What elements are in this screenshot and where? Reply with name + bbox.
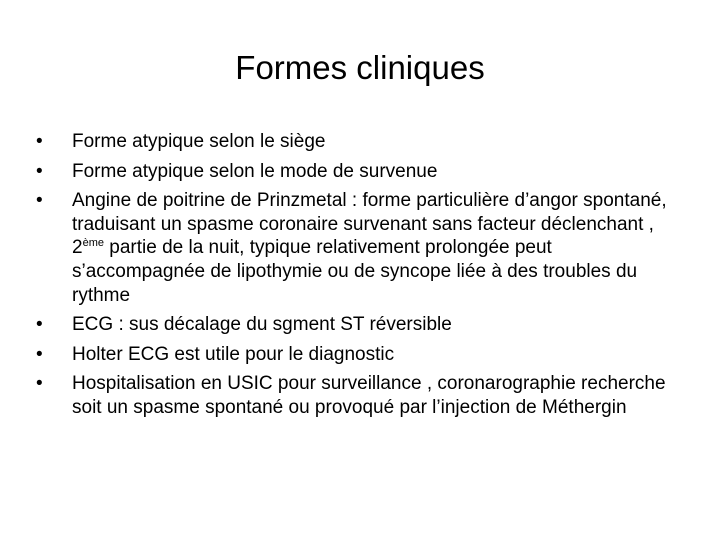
superscript: ème <box>82 237 104 250</box>
bullet-icon: • <box>36 160 43 182</box>
bullet-item <box>36 189 686 307</box>
bullet-item <box>36 160 686 184</box>
bullet-text-part: Angine de poitrine de Prinzmetal : forme particulière d’angor spontané, traduisant un spasme coronaire survenant sans facteur déclenchant , 2 <box>72 190 667 259</box>
bullet-icon: • <box>36 314 43 336</box>
bullet-item <box>36 313 686 337</box>
bullet-item <box>36 343 686 367</box>
bullet-item <box>36 372 686 419</box>
bullet-icon: • <box>36 131 43 152</box>
bullet-text-part: partie de la nuit, typique relativement prolongée peut s’accompagnée de lipothymie ou de syncope liée à des troubles du rythme <box>72 237 638 306</box>
bullet-text: ECG : sus décalage du sgment ST réversible <box>72 314 452 336</box>
bullet-list <box>36 130 686 426</box>
bullet-text: Forme atypique selon le siège <box>72 131 326 152</box>
bullet-item <box>36 130 686 154</box>
bullet-icon: • <box>36 343 43 365</box>
bullet-text: Holter ECG est utile pour le diagnostic <box>72 343 395 365</box>
bullet-text: Hospitalisation en USIC pour surveillance , coronarographie recherche soit un spasme spontané ou provoqué par l’injection de Méthergin <box>72 373 666 418</box>
bullet-icon: • <box>36 373 43 395</box>
slide-title: Formes cliniques <box>235 49 485 86</box>
bullet-icon: • <box>36 190 43 212</box>
bullet-text: Forme atypique selon le mode de survenue <box>72 160 438 182</box>
bullet-text <box>72 190 667 305</box>
